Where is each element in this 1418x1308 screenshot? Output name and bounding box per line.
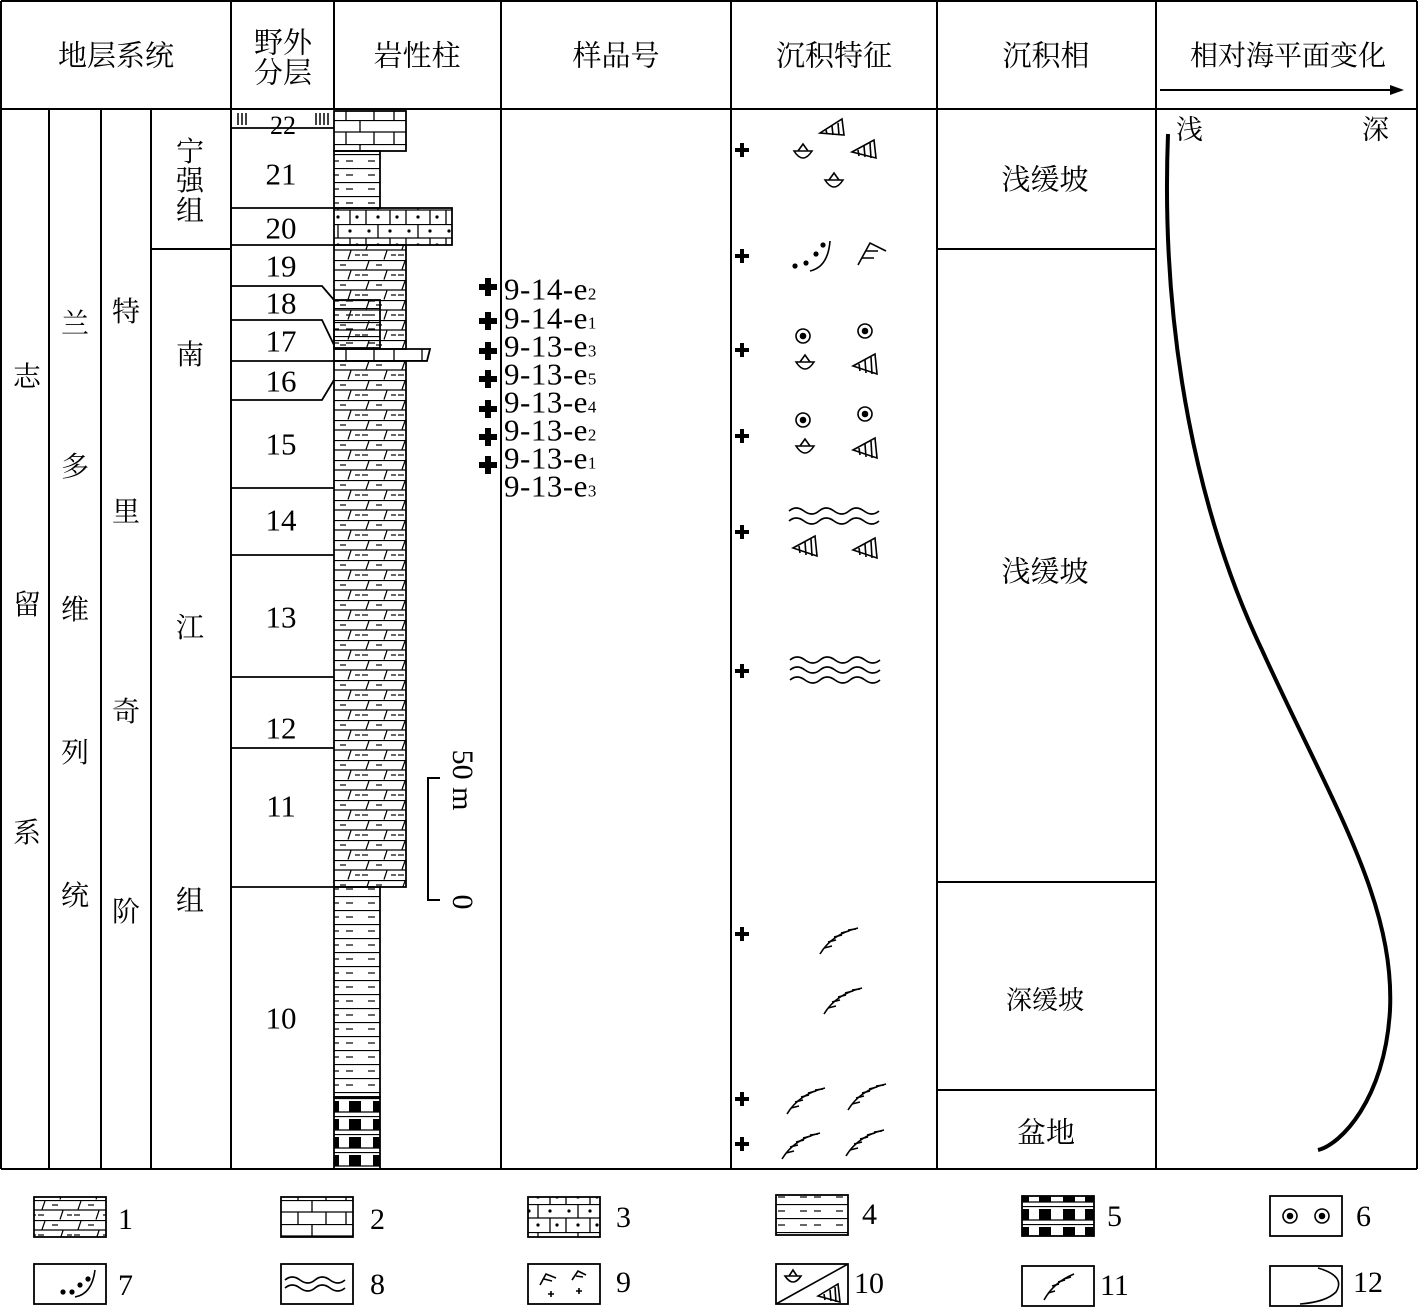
sedimentary-symbols: [782, 119, 886, 1159]
label-char: 留: [12, 588, 42, 621]
stage-label: [111, 295, 141, 928]
scale-bar: [428, 778, 440, 900]
brachiopod-fragment-icon: [820, 119, 844, 135]
header-sea-level: 相对海平面变化: [1189, 39, 1387, 72]
facies-label: 盆地: [1016, 1115, 1076, 1150]
layer-number: 20: [265, 210, 297, 246]
legend-number: 8: [370, 1268, 385, 1301]
sample-id: 9-14-e1: [504, 300, 597, 336]
sample-id: 9-13-e5: [504, 356, 597, 392]
header-facies: 沉积相: [1002, 38, 1090, 73]
deep-label: 深: [1362, 115, 1389, 146]
facies-label: 深缓坡: [1005, 986, 1085, 1016]
sample-id: 9-13-e4: [504, 384, 597, 420]
label-char: 统: [60, 879, 90, 912]
scale-bottom-label: 0: [446, 894, 479, 910]
lithology-column: [334, 111, 452, 1169]
legend-symbols: [75, 1209, 1339, 1304]
shallow-label: 浅: [1176, 115, 1203, 146]
ooid-arc-icon: [810, 241, 830, 271]
layer-number: 16: [265, 363, 297, 399]
layer-number: 19: [265, 248, 297, 284]
feature-markers: [735, 143, 749, 1151]
legend-number: 7: [118, 1269, 133, 1302]
legend-number: 2: [370, 1203, 385, 1236]
layer-number-22: 22: [270, 111, 296, 140]
label-char: 强: [175, 164, 205, 198]
header-field-layer: 野外 分层: [253, 25, 313, 90]
ooid-icon: [858, 324, 872, 338]
graptolite-icon: [782, 1133, 820, 1159]
crinoid-icon: [796, 439, 814, 453]
series-label: [60, 307, 90, 912]
system-label: [12, 360, 42, 849]
ooid-icon: [796, 413, 810, 427]
facies-label: 浅缓坡: [1001, 554, 1089, 589]
legend-number: 6: [1356, 1200, 1371, 1233]
layer-number: 12: [265, 710, 297, 746]
header-sed-features: 沉积特征: [775, 38, 893, 73]
label-char: 列: [60, 736, 90, 769]
label-char: 多: [60, 450, 90, 483]
graptolite-icon: [820, 928, 858, 954]
legend-number: 9: [616, 1266, 631, 1299]
legend-number: 4: [862, 1198, 877, 1231]
sample-id: 9-13-e1: [504, 440, 597, 476]
wavy-bedding-icon: [789, 508, 879, 524]
label-char: 里: [111, 495, 141, 528]
legend-number: 11: [1100, 1269, 1129, 1302]
sea-level-curve: [1160, 85, 1404, 1150]
layer-number: 11: [266, 788, 296, 824]
wavy-bedding-icon: [790, 657, 880, 683]
crinoid-icon: [796, 355, 814, 369]
brachiopod-fragment-icon: [852, 140, 876, 158]
legend-number: 10: [854, 1267, 884, 1300]
header-sample: 样品号: [572, 38, 660, 73]
label-char: 奇: [111, 695, 141, 728]
brachiopod-fragment-icon: [853, 354, 877, 374]
graptolite-icon: [787, 1088, 825, 1114]
label-char: 南: [175, 338, 205, 371]
layer-number: 13: [265, 599, 297, 635]
formation-upper-label: [175, 134, 205, 227]
label-char: 兰: [60, 307, 90, 340]
layer-number: 10: [265, 1000, 297, 1036]
header-lithology: 岩性柱: [373, 38, 461, 73]
header-strat-system: 地层系统: [57, 38, 175, 73]
sample-id: 9-13-e3: [504, 328, 597, 364]
table-frame: [1, 1, 1417, 1169]
layer-number: 15: [265, 426, 297, 462]
crinoid-icon: [825, 173, 843, 187]
label-char: 系: [12, 816, 42, 849]
brachiopod-fragment-icon: [793, 536, 817, 556]
sample-id: 9-14-e2: [504, 271, 597, 307]
graptolite-icon: [848, 1084, 886, 1110]
ooid-icon: [858, 407, 872, 421]
crinoid-icon: [794, 144, 812, 158]
graptolite-icon: [824, 988, 862, 1014]
graptolite-icon: [846, 1130, 884, 1156]
sample-markers: [479, 278, 497, 474]
legend-number: 12: [1353, 1266, 1383, 1299]
layer-number: 21: [265, 156, 297, 192]
brachiopod-fragment-icon: [853, 438, 877, 458]
label-char: 江: [175, 611, 205, 644]
label-char: 宁: [175, 134, 205, 168]
label-char: 维: [60, 593, 90, 626]
label-char: 组: [175, 884, 205, 917]
ooid-icon: [796, 329, 810, 343]
burrow-icon: [858, 243, 886, 265]
legend-number: 1: [118, 1203, 133, 1236]
layer-number: 18: [265, 285, 297, 321]
legend-swatches: [34, 1195, 1342, 1306]
facies-label: 浅缓坡: [1001, 162, 1089, 197]
formation-lower-label: [175, 338, 205, 917]
sample-id: 9-13-e3: [504, 468, 597, 504]
legend-number: 5: [1107, 1200, 1122, 1233]
sample-id: 9-13-e2: [504, 412, 597, 448]
scale-top-label: 50 m: [446, 749, 479, 811]
label-char: 阶: [111, 895, 141, 928]
label-char: 特: [111, 295, 141, 328]
brachiopod-fragment-icon: [853, 538, 877, 558]
label-char: 组: [175, 193, 205, 227]
layer-number: 17: [265, 323, 297, 359]
label-char: 志: [12, 360, 42, 393]
legend-number: 3: [616, 1201, 631, 1234]
layer-number: 14: [265, 502, 297, 538]
